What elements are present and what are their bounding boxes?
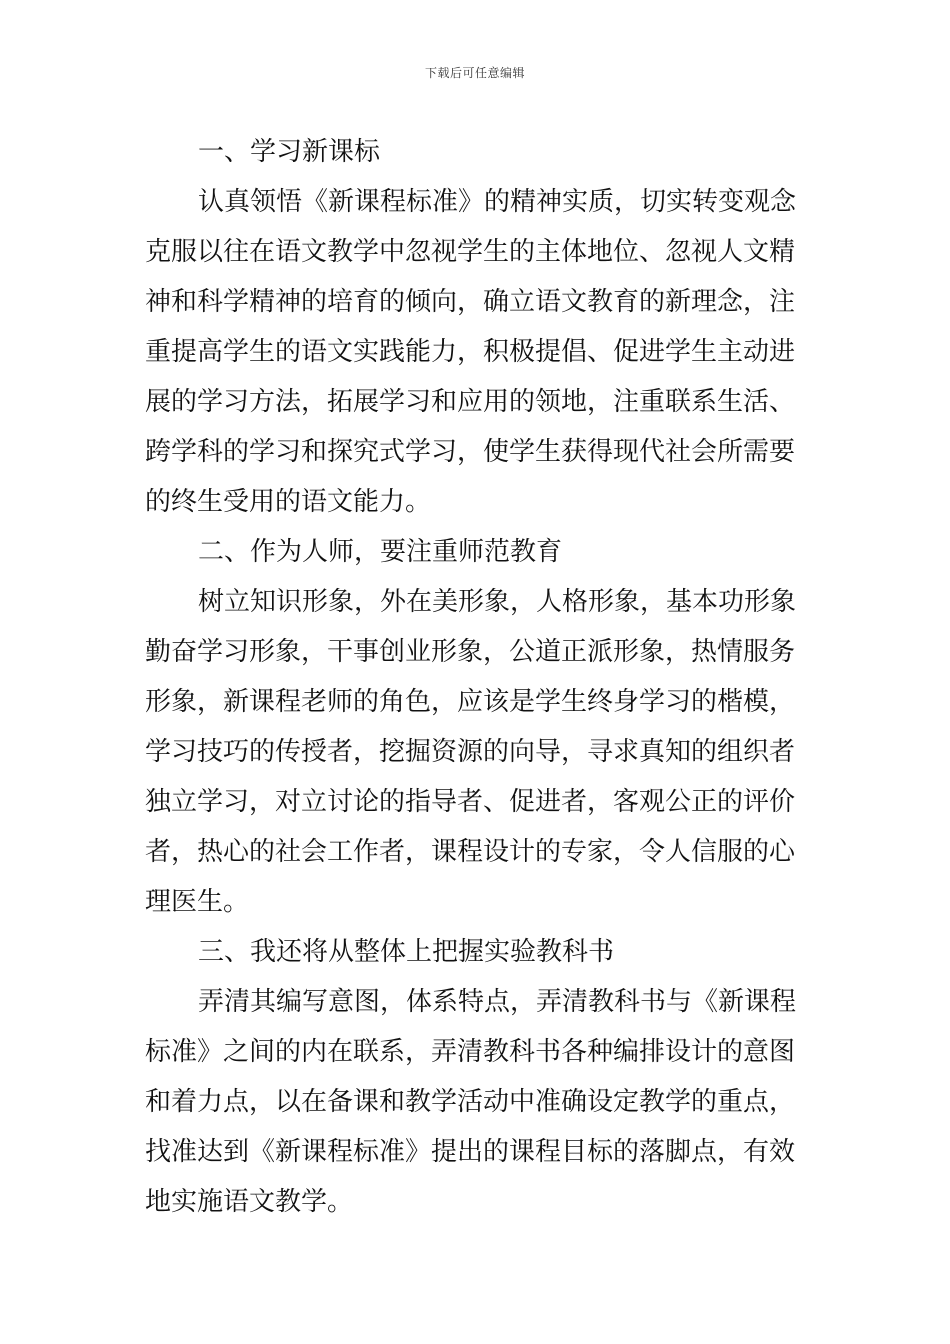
text-line: 独立学习，对立讨论的指导者、促进者，客观公正的评价: [145, 787, 796, 817]
text-line: 弄清其编写意图，体系特点，弄清教科书与《新课程: [198, 987, 797, 1017]
text-line: 找准达到《新课程标准》提出的课程目标的落脚点，有效: [145, 1137, 796, 1167]
text-line: 跨学科的学习和探究式学习，使学生获得现代社会所需要: [145, 437, 796, 467]
text-line: 认真领悟《新课程标准》的精神实质，切实转变观念: [198, 187, 797, 217]
text-line: 展的学习方法，拓展学习和应用的领地，注重联系生活、: [145, 387, 796, 417]
text-line: 形象，新课程老师的角色，应该是学生终身学习的楷模，: [145, 687, 796, 717]
text-line: 克服以往在语文教学中忽视学生的主体地位、忽视人文精: [145, 237, 796, 267]
text-line: 的终生受用的语文能力。: [145, 487, 432, 517]
text-line: 勤奋学习形象，干事创业形象，公道正派形象，热情服务: [145, 637, 796, 667]
text-line: 标准》之间的内在联系，弄清教科书各种编排设计的意图: [145, 1037, 796, 1067]
text-line: 一、学习新课标: [198, 137, 381, 167]
text-line: 神和科学精神的培育的倾向，确立语文教育的新理念，注: [145, 287, 796, 317]
text-line: 地实施语文教学。: [145, 1187, 354, 1217]
document-body: [145, 127, 810, 1227]
text-line: 和着力点，以在备课和教学活动中准确设定教学的重点，: [145, 1087, 796, 1117]
text-line: 者，热心的社会工作者，课程设计的专家，令人信服的心: [145, 837, 796, 867]
text-line: 学习技巧的传授者，挖掘资源的向导，寻求真知的组织者: [145, 737, 796, 767]
page-header-note: 下载后可任意编辑: [424, 66, 525, 80]
text-line: 三、我还将从整体上把握实验教科书: [198, 937, 615, 967]
text-line: 二、作为人师，要注重师范教育: [198, 537, 563, 567]
text-line: 树立知识形象，外在美形象，人格形象，基本功形象: [198, 587, 797, 617]
text-line: 理医生。: [145, 887, 250, 917]
text-line: 重提高学生的语文实践能力，积极提倡、促进学生主动进: [145, 337, 796, 367]
